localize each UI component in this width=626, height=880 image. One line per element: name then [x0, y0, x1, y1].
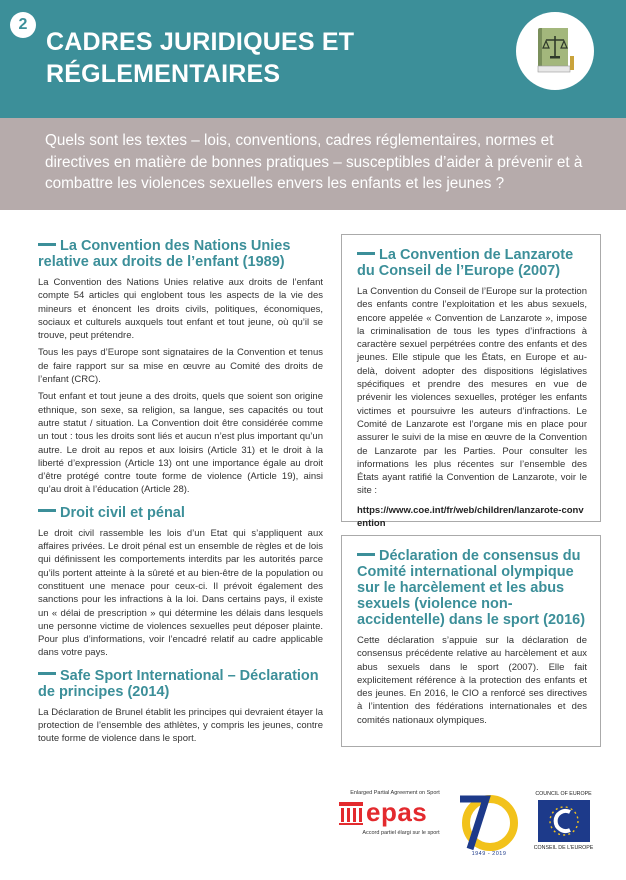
heading-bar	[357, 553, 375, 556]
paragraph: La Convention du Conseil de l’Europe sur la protection des enfants contre l’exploitation et les abus sexuels, encore appelée « Convention de Lanzarote », impose la criminalisation de tous les types d’infractions à caractère sexuel perpétrées contre des enfants et des jeunes. Elle stipule que les États, en Europe et au-delà, doivent adopter des dispositions législatives spécifiques et prendre des mesures en vue de prévenir les violences sexuelles, protéger les enfants victimes et poursuivre les auteurs d’infractions. Le Comité de Lanzarote est l’organe mis en place pour assurer le suivi de la mise en œuvre de la Convention de Lanzarote par les Parties. Pour consulter les informations les plus récentes sur l’ensemble des États ayant ratifié la Convention de Lanzarote, voir le site :	[357, 286, 587, 497]
footer-logos	[336, 783, 606, 863]
heading-bar	[38, 672, 56, 675]
section-heading	[38, 505, 323, 521]
epas-subtitle: Accord partiel élargi sur le sport	[362, 830, 440, 836]
heading-text: La Convention de Lanzarote du Conseil de l’Europe (2007)	[357, 247, 574, 279]
question-band	[0, 118, 626, 210]
section-number: 2	[10, 12, 36, 38]
header-banner	[0, 0, 626, 118]
paragraph: Cette déclaration s’appuie sur la déclaration de consensus précédente relative au harcèlement et aux abus sexuels dans le sport (2007). Elle fait explicitement référence à la protection des enfants et des jeunes. En 2016, le CIO a renforcé ses directives à l’intention des fédérations internationales et des comités nationaux olympiques.	[357, 635, 587, 726]
paragraph: Le droit civil rassemble les lois d’un Etat qui s’appliquent aux affaires privées. Le droit pénal est un ensemble de règles et de lois qui définissent les comportements interdits par les autorités parce qu’ils portent atteinte à la sûreté et au bien-être de la population ou constituent une menace pour ceux-ci. Il prévoit également des sanctions pour les infractions à la loi. Dans certains pays, il existe un « délai de prescription » qui détermine les délais dans lesquels une personne victime de violences sexuelles peut déposer plainte. Pour plus d’informations, voir l’encadré relatif au cadre applicable dans votre pays.	[38, 527, 323, 659]
coe-name-en: COUNCIL OF EUROPE	[535, 791, 592, 797]
coe-flag-icon	[538, 800, 590, 842]
heading-text: La Convention des Nations Unies relative aux droits de l’enfant (1989)	[38, 238, 291, 270]
question-text: Quels sont les textes – lois, conventions, cadres réglementaires, normes et directives en matière de bonnes pratiques – susceptibles d’aider à prévenir et à combattre les violences sexuelles envers les enfants et les jeunes ?	[45, 132, 583, 192]
ioc-box	[341, 535, 601, 747]
heading-text: Déclaration de consensus du Comité international olympique sur le harcèlement et les abus sexuels (violence non-accidentelle) dans le sport (2016)	[357, 548, 586, 628]
law-book-scales-icon	[516, 12, 594, 90]
left-column	[38, 238, 323, 750]
epas-tagline: Enlarged Partial Agreement on Sport	[350, 790, 440, 796]
epas-building-icon	[338, 800, 364, 831]
paragraph: Tous les pays d’Europe sont signataires de la Convention et tenus de faire rapport sur sa mise en œuvre au Comité des droits de l’enfant (CRC).	[38, 347, 323, 386]
seventy-years-logo	[456, 791, 518, 866]
lanzarote-link[interactable]: https://www.coe.int/fr/web/children/lanzarote-convention	[357, 504, 584, 530]
heading-text: Safe Sport International – Déclaration de principes (2014)	[38, 667, 319, 700]
paragraph: La Convention des Nations Unies relative aux droits de l’enfant compte 54 articles qui englobent tous les aspects de la vie des mineurs et énoncent les droits civils, politiques, économiques, sociaux et culturels auxquels tout enfant et tout jeune, où qu’il se trouve, peut prétendre.	[38, 277, 323, 342]
seventy-years-dates: 1949 - 2019	[471, 851, 507, 857]
paragraph: Tout enfant et tout jeune a des droits, quels que soient son origine ethnique, son sexe, sa religion, sa langue, ses capacités ou tout autre statut / situation. La Convention doit être considérée comme un tout : tous les droits sont liés et aucun n’est plus important qu’un autre. Le droit au repos et aux loisirs (Article 31) et le droit à la liberté d’expression (Article 13) ont une importance égale au droit d’être protégé contre toute forme de violence (Article 19), ainsi qu’au droit à l’éducation (Article 28).	[38, 391, 323, 496]
lanzarote-box	[341, 234, 601, 530]
section-heading	[357, 247, 587, 279]
council-of-europe-logo	[526, 791, 601, 855]
section-heading	[357, 548, 587, 628]
section-heading	[38, 238, 323, 270]
page-title: CADRES JURIDIQUES ET RÉGLEMENTAIRES	[46, 28, 355, 88]
heading-text: Droit civil et pénal	[60, 504, 185, 521]
heading-bar	[38, 509, 56, 512]
paragraph: La Déclaration de Brunel établit les principes qui devraient étayer la protection de l’ensemble des athlètes, y compris les jeunes, contre toute forme de violence dans le sport.	[38, 706, 323, 745]
epas-logo-text: epas	[366, 797, 428, 827]
coe-name-fr: CONSEIL DE L’EUROPE	[533, 845, 594, 851]
heading-bar	[38, 243, 56, 246]
section-heading	[38, 668, 323, 700]
heading-bar	[357, 252, 375, 255]
